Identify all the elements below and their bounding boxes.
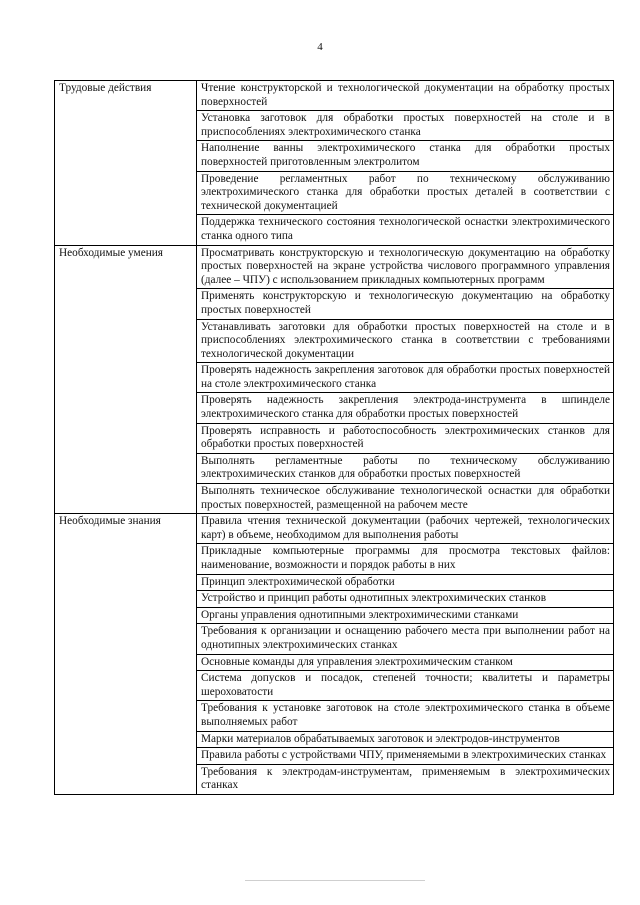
table-cell: Проверять надежность закрепления заготовок для обработки простых поверхностей на столе электрохимического станка: [197, 363, 614, 393]
table-row: [55, 245, 614, 289]
table-cell: Правила чтения технической документации (рабочих чертежей, технологических карт) в объеме, необходимом для выполнения работы: [197, 514, 614, 544]
table-row: [55, 514, 614, 544]
table-cell: Чтение конструкторской и технологической документации на обработку простых поверхностей: [197, 81, 614, 111]
table-cell: Проведение регламентных работ по техническому обслуживанию электрохимического станка для обработки простых деталей в соответствии с технической документацией: [197, 171, 614, 215]
table-cell: Устанавливать заготовки для обработки простых поверхностей на столе и в приспособлениях электрохимического станка в соответствии с требованиями технологической документации: [197, 319, 614, 363]
document-table: [54, 80, 614, 795]
table-cell: Прикладные компьютерные программы для просмотра текстовых файлов: наименование, возможности и порядок работы в них: [197, 544, 614, 574]
page-number: 4: [317, 41, 323, 53]
section-label: Необходимые знания: [55, 514, 197, 795]
bottom-divider: [245, 880, 425, 881]
table-cell: Поддержка технического состояния технологической оснастки электрохимического станка одного типа: [197, 215, 614, 245]
table-cell: Установка заготовок для обработки простых поверхностей на столе и в приспособлениях электрохимического станка: [197, 111, 614, 141]
table-cell: Правила работы с устройствами ЧПУ, применяемыми в электрохимических станках: [197, 748, 614, 765]
table-cell: Просматривать конструкторскую и технологическую документацию на обработку простых поверхностей на экране устройства числового программного управления (далее – ЧПУ) с использованием прикладных компьютерных программ: [197, 245, 614, 289]
table-cell: Требования к организации и оснащению рабочего места при выполнении работ на однотипных электрохимических станках: [197, 624, 614, 654]
table-cell: Устройство и принцип работы однотипных электрохимических станков: [197, 591, 614, 608]
table-cell: Проверять надежность закрепления электрода-инструмента в шпинделе электрохимического станка для обработки простых поверхностей: [197, 393, 614, 423]
table-cell: Органы управления однотипными электрохимическими станками: [197, 607, 614, 624]
table-row: [55, 81, 614, 111]
table-cell: Требования к установке заготовок на столе электрохимического станка в объеме выполняемых работ: [197, 701, 614, 731]
table-cell: Основные команды для управления электрохимическим станком: [197, 654, 614, 671]
section-label: Необходимые умения: [55, 245, 197, 514]
table-cell: Принцип электрохимической обработки: [197, 574, 614, 591]
table-cell: Система допусков и посадок, степеней точности; квалитеты и параметры шероховатости: [197, 671, 614, 701]
table-cell: Выполнять регламентные работы по техническому обслуживанию электрохимических станков для обработки простых поверхностей: [197, 453, 614, 483]
table-cell: Наполнение ванны электрохимического станка для обработки простых поверхностей приготовленным электролитом: [197, 141, 614, 171]
table-cell: Выполнять техническое обслуживание технологической оснастки для обработки простых поверхностей, размещенной на рабочем месте: [197, 484, 614, 514]
table-cell: Применять конструкторскую и технологическую документацию на обработку простых поверхностей: [197, 289, 614, 319]
table-cell: Требования к электродам-инструментам, применяемым в электрохимических станках: [197, 764, 614, 794]
table-cell: Проверять исправность и работоспособность электрохимических станков для обработки простых поверхностей: [197, 423, 614, 453]
section-label: Трудовые действия: [55, 81, 197, 246]
table-cell: Марки материалов обрабатываемых заготовок и электродов-инструментов: [197, 731, 614, 748]
